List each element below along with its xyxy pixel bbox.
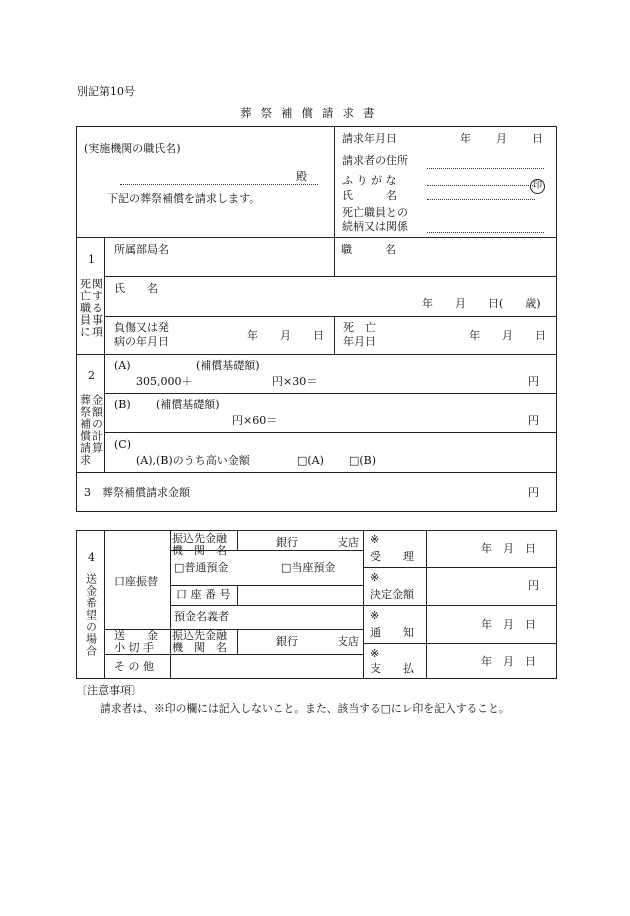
institution-label: (実施機関の職氏名) xyxy=(84,142,181,155)
relation-label-1: 死亡職員との xyxy=(342,206,408,219)
receipt-mark: ※ xyxy=(370,533,380,546)
notice-label: 通 知 xyxy=(370,626,414,639)
claim-amount-yen: 円 xyxy=(528,486,539,499)
decided-yen: 円 xyxy=(528,579,539,592)
rule xyxy=(237,629,238,654)
transfer-label: 口座振替 xyxy=(114,575,158,588)
furigana-label: ふ り が な xyxy=(342,174,397,187)
rule xyxy=(104,393,557,394)
remit-bank-text: 銀行 xyxy=(276,635,298,648)
notes-text: 請求者は、※印の欄には記入しないこと。また、該当する□にレ印を記入すること。 xyxy=(100,702,510,715)
honorific: 殿 xyxy=(296,170,307,183)
account-number-label: 口 座 番 号 xyxy=(176,588,231,601)
rule xyxy=(237,530,238,550)
rule xyxy=(334,316,335,354)
b-base-label: (補償基礎額) xyxy=(156,398,220,411)
decided-amount-label: 決定金額 xyxy=(370,588,414,601)
form-title: 葬祭補償請求書 xyxy=(240,106,384,120)
birth-date-age: 年 月 日( 歳) xyxy=(422,297,541,310)
rule xyxy=(363,567,557,568)
injury-date: 年 月 日 xyxy=(247,329,324,342)
c-option-a-checkbox[interactable]: □(A) xyxy=(297,454,324,467)
c-text: (A),(B)のうち高い金額 xyxy=(136,454,250,467)
rule xyxy=(104,316,557,317)
section4-side-label: 送金希望の場合 xyxy=(84,573,98,657)
b-yen: 円 xyxy=(528,414,539,427)
position-label: 職 名 xyxy=(341,243,396,256)
injury-label-1: 負傷又は発 xyxy=(114,321,169,334)
rule xyxy=(104,654,363,655)
b-formula: 円×60＝ xyxy=(232,414,278,427)
dept-label: 所属部局名 xyxy=(114,243,169,256)
branch-text: 支店 xyxy=(337,536,359,549)
death-label-1: 死 亡 xyxy=(343,321,376,334)
injury-label-2: 病の年月日 xyxy=(114,335,169,348)
a-formula-left: 305,000＋ xyxy=(136,375,193,388)
section1-number: 1 xyxy=(88,253,95,266)
current-deposit-checkbox[interactable]: □当座預金 xyxy=(281,561,336,574)
a-yen: 円 xyxy=(528,375,539,388)
payment-mark: ※ xyxy=(370,647,380,660)
remit-label-2: 小 切 手 xyxy=(114,641,154,654)
bank-label-2: 機 関 名 xyxy=(172,544,227,557)
name-label: 氏 名 xyxy=(342,189,397,202)
c-option-b-checkbox[interactable]: □(B) xyxy=(349,454,377,467)
claim-day: 日 xyxy=(532,132,543,145)
bank-text: 銀行 xyxy=(276,536,298,549)
request-sentence: 下記の葬祭補償を請求します。 xyxy=(107,192,261,205)
ordinary-deposit-checkbox[interactable]: □普通預金 xyxy=(174,561,229,574)
death-label-2: 年月日 xyxy=(343,335,376,348)
claim-year: 年 xyxy=(460,132,471,145)
address-line[interactable] xyxy=(427,168,544,169)
notes-heading: 〔注意事項〕 xyxy=(76,684,142,697)
notice-mark: ※ xyxy=(370,609,380,622)
rule xyxy=(104,276,557,277)
name-line[interactable] xyxy=(427,199,535,200)
section2-side-label-2: 葬祭補償請求 xyxy=(78,394,92,466)
a-label: (A) xyxy=(114,359,131,372)
b-label: (B) xyxy=(114,398,131,411)
rule xyxy=(363,605,557,606)
rule xyxy=(363,643,557,644)
rule xyxy=(237,585,238,605)
a-base-label: (補償基礎額) xyxy=(196,359,260,372)
payment-label: 支 払 xyxy=(370,662,414,675)
remit-label-1: 送 金 xyxy=(114,629,158,642)
seal-mark: 印 xyxy=(530,179,545,194)
rule xyxy=(334,237,335,276)
rule xyxy=(170,585,363,586)
claim-date-label: 請求年月日 xyxy=(342,132,397,145)
remit-bank-label-1: 振込先金融 xyxy=(172,629,227,642)
receipt-date: 年 月 日 xyxy=(481,542,536,555)
bank-label-1: 振込先金融 xyxy=(172,532,227,545)
receipt-label: 受 理 xyxy=(370,550,414,563)
form-number: 別記第10号 xyxy=(77,85,135,98)
other-label: そ の 他 xyxy=(114,660,154,673)
section1-side-label-2: 死亡職員に xyxy=(78,278,92,338)
a-formula-right: 円×30＝ xyxy=(272,375,318,388)
section2-number: 2 xyxy=(88,369,95,382)
relation-label-2: 続柄又は関係 xyxy=(342,220,408,233)
payment-date: 年 月 日 xyxy=(481,655,536,668)
c-label: (C) xyxy=(114,438,131,451)
rule xyxy=(76,354,557,355)
claim-month: 月 xyxy=(496,132,507,145)
furigana-line[interactable] xyxy=(427,185,535,186)
notice-date: 年 月 日 xyxy=(481,618,536,631)
rule xyxy=(104,530,105,679)
rule xyxy=(104,237,105,472)
rule xyxy=(170,605,363,606)
section1-side-label-1: 関する事項 xyxy=(90,278,104,338)
remit-bank-label-2: 機 関 名 xyxy=(172,641,227,654)
section2-side-label-1: 金額の計算 xyxy=(90,394,104,454)
address-label: 請求者の住所 xyxy=(342,154,408,167)
account-holder-label: 預金名義者 xyxy=(174,610,229,623)
rule xyxy=(334,126,335,237)
section4-number: 4 xyxy=(88,551,95,564)
decided-mark: ※ xyxy=(370,571,380,584)
relation-line[interactable] xyxy=(427,232,544,233)
rule xyxy=(76,237,557,238)
death-date: 年 月 日 xyxy=(469,329,546,342)
claim-amount-label: 3 葬祭補償請求金額 xyxy=(84,486,190,499)
deceased-name-label: 氏 名 xyxy=(114,282,158,295)
rule xyxy=(76,472,557,473)
rule xyxy=(104,432,557,433)
remit-branch-text: 支店 xyxy=(337,635,359,648)
institution-name-line[interactable] xyxy=(120,184,318,185)
